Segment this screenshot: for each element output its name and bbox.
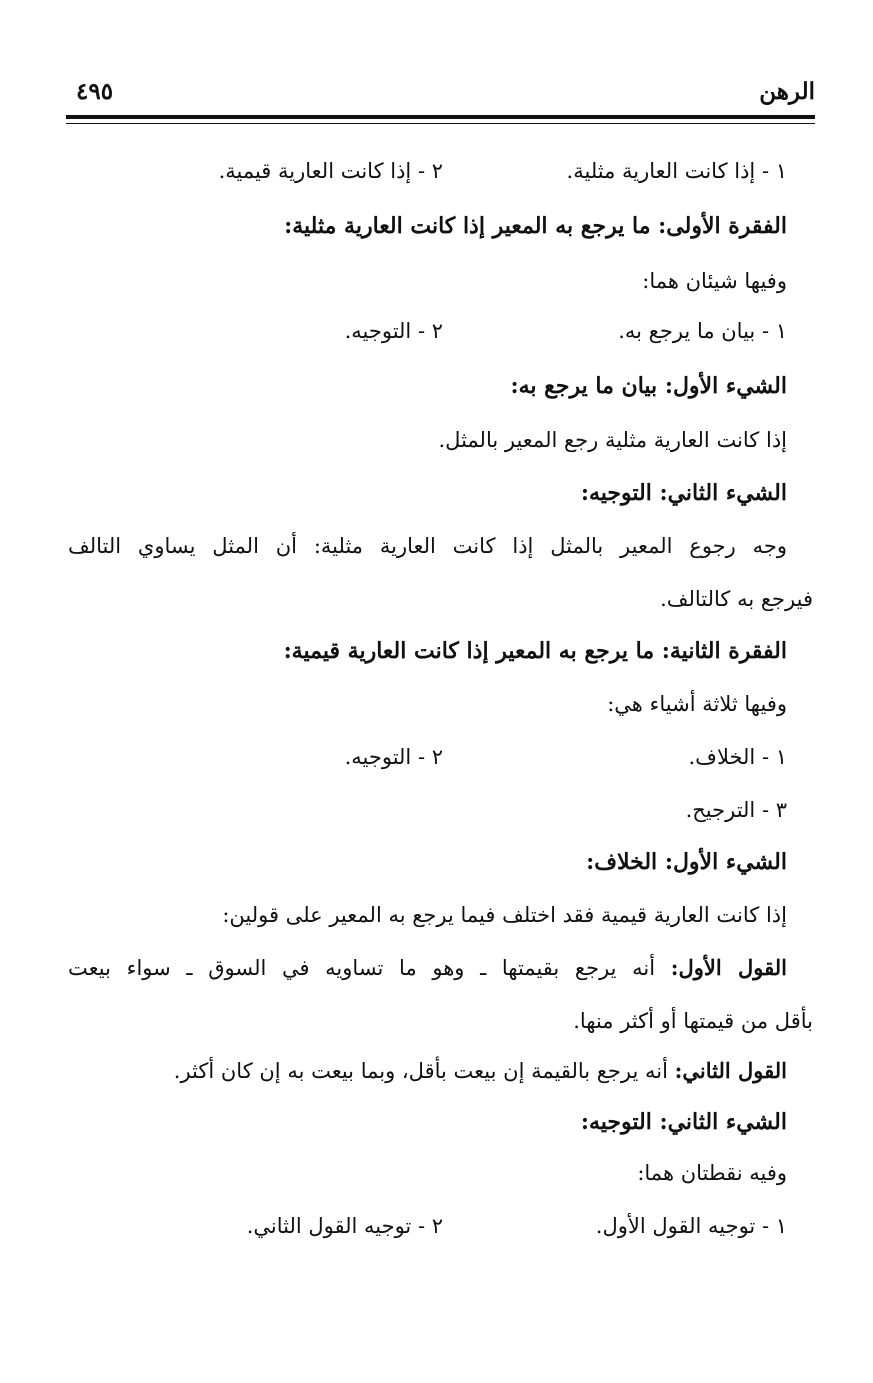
list-item: ٣ - الترجيح. <box>685 798 787 822</box>
opinion-text: أنه يرجع بقيمتها ـ وهو ما تساويه في السوق ـ سواء بيعت <box>68 956 656 980</box>
paragraph-line <box>68 953 787 983</box>
header-rule-thin <box>66 123 815 124</box>
paragraph-line: فيرجع به كالتالف. <box>660 587 813 611</box>
chapter-title: الرهن <box>759 78 815 105</box>
running-header <box>66 78 815 110</box>
list-item: ١ - إذا كانت العارية مثلية. <box>566 159 787 183</box>
page-number: ٤٩٥ <box>76 78 114 105</box>
paragraph: إذا كانت العارية مثلية رجع المعير بالمثل. <box>438 428 787 452</box>
header-rule-thick <box>66 115 815 119</box>
paragraph: وفيه نقطتان هما: <box>637 1161 787 1185</box>
section-heading: الفقرة الثانية: ما يرجع به المعير إذا كانت العارية قيمية: <box>283 638 787 664</box>
subsection-heading: الشيء الثاني: التوجيه: <box>580 480 787 506</box>
opinion-text: أنه يرجع بالقيمة إن بيعت بأقل، وبما بيعت به إن كان أكثر. <box>173 1059 668 1083</box>
paragraph-line: بأقل من قيمتها أو أكثر منها. <box>573 1009 813 1033</box>
paragraph: إذا كانت العارية قيمية فقد اختلف فيما يرجع به المعير على قولين: <box>222 903 787 927</box>
subsection-heading: الشيء الأول: الخلاف: <box>586 849 787 875</box>
paragraph-line: وجه رجوع المعير بالمثل إذا كانت العارية مثلية: أن المثل يساوي التالف <box>68 534 787 558</box>
paragraph-line <box>174 1056 787 1086</box>
list-item: ١ - توجيه القول الأول. <box>595 1214 787 1238</box>
subsection-heading: الشيء الثاني: التوجيه: <box>580 1109 787 1135</box>
list-item: ٢ - التوجيه. <box>344 319 443 343</box>
paragraph: وفيها شيئان هما: <box>642 269 787 293</box>
subsection-heading: الشيء الأول: بيان ما يرجع به: <box>510 373 787 399</box>
list-item: ٢ - إذا كانت العارية قيمية. <box>218 159 443 183</box>
paragraph: وفيها ثلاثة أشياء هي: <box>607 692 787 716</box>
list-item: ١ - الخلاف. <box>688 745 787 769</box>
opinion-label: القول الثاني: <box>674 1058 787 1083</box>
section-heading: الفقرة الأولى: ما يرجع به المعير إذا كانت العارية مثلية: <box>284 213 787 239</box>
list-item: ٢ - توجيه القول الثاني. <box>246 1214 443 1238</box>
list-item: ١ - بيان ما يرجع به. <box>618 319 787 343</box>
list-item: ٢ - التوجيه. <box>344 745 443 769</box>
opinion-label: القول الأول: <box>670 955 787 980</box>
